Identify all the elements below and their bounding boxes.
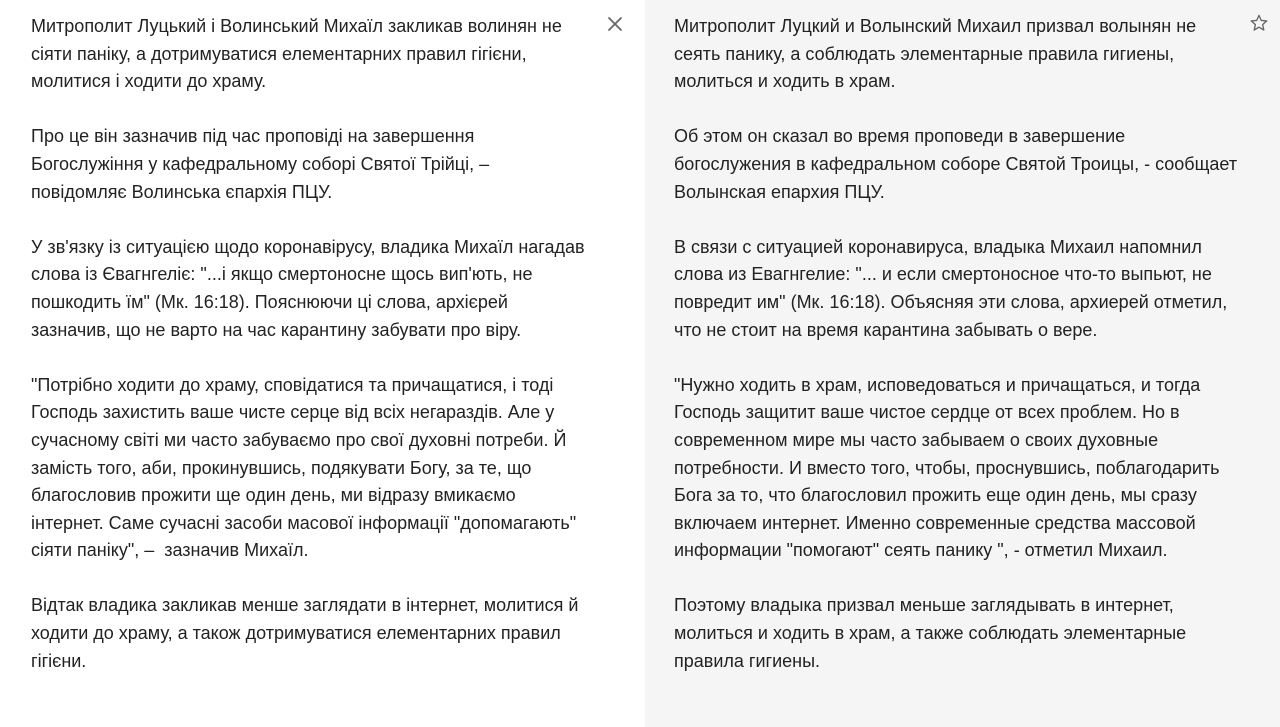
source-text[interactable]: Митрополит Луцький і Волинський Михаїл закликав волинян не сіяти паніку, а дотримуватися елементарних правил гігієни, молитися і ходити до храму. Про це він зазначив під час проповіді на завершення Богослужіння у кафедральному соборі Святої Трійці, – повідомляє Волинська єпархія ПЦУ. У зв'язку із ситуацією щодо коронавірусу, владика Михаїл нагадав слова із Євагнгеліє: "...і якщо смертоносне щось вип'ють, не пошкодить їм" (Мк. 16:18). Пояснюючи ці слова, архієрей зазначив, що не варто на час карантину забувати про віру. "Потрібно ходити до храму, сповідатися та причащатися, і тоді Господь захистить ваше чисте серце від всіх негараздів. Але у сучасному світі ми часто забуваємо про свої духовні потреби. Й замість того, аби, прокинувшись, подякувати Богу, за те, що благословив прожити ще один день, ми відразу вмикаємо інтернет. Саме сучасні засоби масової інформації "допомагають" сіяти паніку", – зазначив Михаїл. Відтак владика закликав менше заглядати в інтернет, молитися й ходити до храму, а також дотримуватися елементарних правил гігієни. xyxy=(31,16,585,671)
translation-text: Митрополит Луцкий и Волынский Михаил призвал волынян не сеять панику, а соблюдать элементарные правила гигиены, молиться и ходить в храм. Об этом он сказал во время проповеди в завершение богослужения в кафедральном соборе Святой Троицы, - сообщает Волынская епархия ПЦУ. В связи с ситуацией коронавируса, владыка Михаил напомнил слова из Евагнгелие: "... и если смертоносное что-то выпьют, не повредит им" (Мк. 16:18). Объясняя эти слова, архиерей отметил, что не стоит на время карантина забывать о вере. "Нужно ходить в храм, исповедоваться и причащаться, и тогда Господь защитит ваше чистое сердце от всех проблем. Но в современном мире мы часто забываем о своих духовные потребности. И вместо того, чтобы, проснувшись, поблагодарить Бога за то, что благословил прожить еще один день, мы сразу включаем интернет. Именно современные средства массовой информации "помогают" сеять панику ", - отметил Михаил. Поэтому владыка призвал меньше заглядывать в интернет, молиться и ходить в храм, а также соблюдать элементарные правила гигиены. xyxy=(674,16,1238,671)
clear-source-button[interactable] xyxy=(603,12,627,36)
star-outline-icon xyxy=(1249,13,1269,33)
target-pane xyxy=(645,0,1280,727)
save-translation-button[interactable] xyxy=(1247,11,1271,35)
close-icon xyxy=(607,16,623,32)
